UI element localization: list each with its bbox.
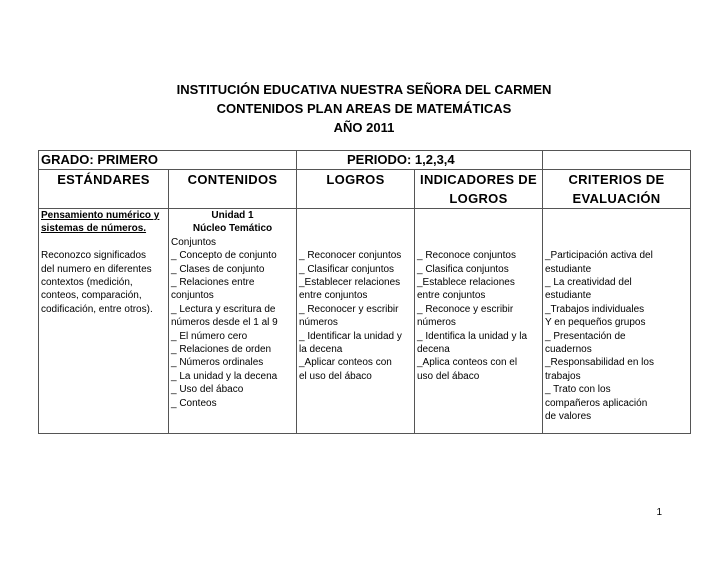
criterios-line: compañeros aplicación bbox=[545, 397, 648, 409]
logros-line: _Establecer relaciones bbox=[299, 276, 401, 288]
header-indicadores-line-2: LOGROS bbox=[449, 191, 508, 206]
nucleo-label: Núcleo Temático bbox=[192, 223, 273, 235]
indicadores-line: uso del ábaco bbox=[417, 370, 480, 382]
criterios-cell bbox=[543, 209, 691, 434]
logros-line: _ Identificar la unidad y bbox=[299, 330, 402, 342]
header-estandares: ESTÁNDARES bbox=[39, 170, 169, 209]
criterios-line: _ Presentación de bbox=[545, 330, 626, 342]
logros-cell bbox=[297, 209, 415, 434]
contenidos-cell bbox=[169, 209, 297, 434]
header-logros: LOGROS bbox=[297, 170, 415, 209]
spacer bbox=[299, 209, 412, 222]
spacer bbox=[545, 236, 688, 249]
contenidos-line: _ Relaciones de orden bbox=[171, 344, 272, 356]
criterios-line: trabajos bbox=[545, 370, 581, 382]
year-title: AÑO 2011 bbox=[333, 120, 395, 135]
column-header-row bbox=[39, 170, 691, 209]
plan-title: CONTENIDOS PLAN AREAS DE MATEMÁTICAS bbox=[216, 101, 512, 116]
header-criterios-line-2: EVALUACIÓN bbox=[572, 191, 661, 206]
logros-line: _ Reconocer y escribir bbox=[299, 303, 399, 315]
contenidos-line: conjuntos bbox=[171, 290, 214, 302]
header-contenidos: CONTENIDOS bbox=[169, 170, 297, 209]
logros-line: entre conjuntos bbox=[299, 290, 368, 302]
unidad-label: Unidad 1 bbox=[211, 210, 254, 221]
contenidos-line: _ Clases de conjunto bbox=[171, 263, 265, 275]
contenidos-line: _ Uso del ábaco bbox=[171, 384, 244, 396]
indicadores-line: _Aplica conteos con el bbox=[417, 357, 518, 369]
spacer bbox=[417, 209, 540, 222]
estandares-line: contextos (medición, bbox=[41, 277, 133, 289]
criterios-line: de valores bbox=[545, 411, 592, 423]
content-row bbox=[39, 209, 691, 434]
header-indicadores bbox=[415, 170, 543, 209]
contenidos-line: _ Números ordinales bbox=[171, 357, 264, 369]
institution-title: INSTITUCIÓN EDUCATIVA NUESTRA SEÑORA DEL CARMEN bbox=[176, 82, 552, 97]
contenidos-line: _ Lectura y escritura de bbox=[171, 303, 276, 315]
spacer bbox=[299, 236, 412, 249]
estandares-line: del numero en diferentes bbox=[41, 263, 152, 275]
spacer bbox=[545, 209, 688, 222]
logros-line: números bbox=[299, 317, 338, 329]
header-criterios-line-1: CRITERIOS DE bbox=[568, 172, 665, 187]
indicadores-line: _ Reconoce conjuntos bbox=[417, 250, 516, 262]
estandares-title-line-1: Pensamiento numérico y bbox=[41, 210, 160, 221]
indicadores-cell bbox=[415, 209, 543, 434]
grade-cell: GRADO: PRIMERO bbox=[39, 151, 297, 170]
estandares-cell bbox=[39, 209, 169, 434]
contenidos-line: _ Concepto de conjunto bbox=[171, 250, 277, 262]
criterios-line: _Responsabilidad en los bbox=[545, 357, 654, 369]
spacer bbox=[545, 222, 688, 235]
indicadores-line: _ Clasifica conjuntos bbox=[417, 263, 509, 275]
grade-row-empty-cell bbox=[543, 151, 691, 170]
spacer bbox=[417, 222, 540, 235]
logros-line: _Aplicar conteos con bbox=[299, 357, 392, 369]
criterios-line: estudiante bbox=[545, 263, 592, 275]
estandares-line: Reconozco significados bbox=[41, 250, 147, 262]
logros-line: _ Reconocer conjuntos bbox=[299, 250, 402, 262]
indicadores-line: decena bbox=[417, 344, 450, 356]
contenidos-line: _ Conteos bbox=[171, 397, 217, 409]
indicadores-line: _ Reconoce y escribir bbox=[417, 303, 514, 315]
logros-line: el uso del ábaco bbox=[299, 370, 372, 382]
contenidos-line: Conjuntos bbox=[171, 236, 217, 248]
indicadores-line: números bbox=[417, 317, 456, 329]
curriculum-table bbox=[38, 150, 691, 434]
header-indicadores-line-1: INDICADORES DE bbox=[420, 172, 537, 187]
estandares-line: conteos, comparación, bbox=[41, 290, 142, 302]
page-number: 1 bbox=[656, 507, 662, 518]
grade-row bbox=[39, 151, 691, 170]
criterios-line: estudiante bbox=[545, 290, 592, 302]
logros-line: la decena bbox=[299, 344, 343, 356]
indicadores-line: entre conjuntos bbox=[417, 290, 486, 302]
contenidos-line: _ Relaciones entre bbox=[171, 277, 255, 289]
estandares-line: codificación, entre otros). bbox=[41, 303, 153, 315]
indicadores-line: _Establece relaciones bbox=[417, 276, 515, 288]
criterios-line: Y en pequeños grupos bbox=[545, 317, 646, 329]
criterios-line: _ Trato con los bbox=[545, 384, 611, 396]
spacer bbox=[41, 236, 166, 249]
logros-line: _ Clasificar conjuntos bbox=[299, 263, 395, 275]
criterios-line: _ La creatividad del bbox=[545, 276, 632, 288]
spacer bbox=[299, 222, 412, 235]
period-cell: PERIODO: 1,2,3,4 bbox=[297, 151, 543, 170]
document-header bbox=[0, 80, 728, 137]
header-criterios bbox=[543, 170, 691, 209]
contenidos-line: números desde el 1 al 9 bbox=[171, 317, 278, 329]
criterios-line: _Trabajos individuales bbox=[545, 303, 645, 315]
contenidos-line: _ El número cero bbox=[171, 330, 248, 342]
indicadores-line: _ Identifica la unidad y la bbox=[417, 330, 528, 342]
estandares-title-line-2: sistemas de números. bbox=[41, 223, 147, 235]
criterios-line: _Participación activa del bbox=[545, 250, 653, 262]
criterios-line: cuadernos bbox=[545, 344, 592, 356]
spacer bbox=[417, 236, 540, 249]
contenidos-line: _ La unidad y la decena bbox=[171, 370, 278, 382]
